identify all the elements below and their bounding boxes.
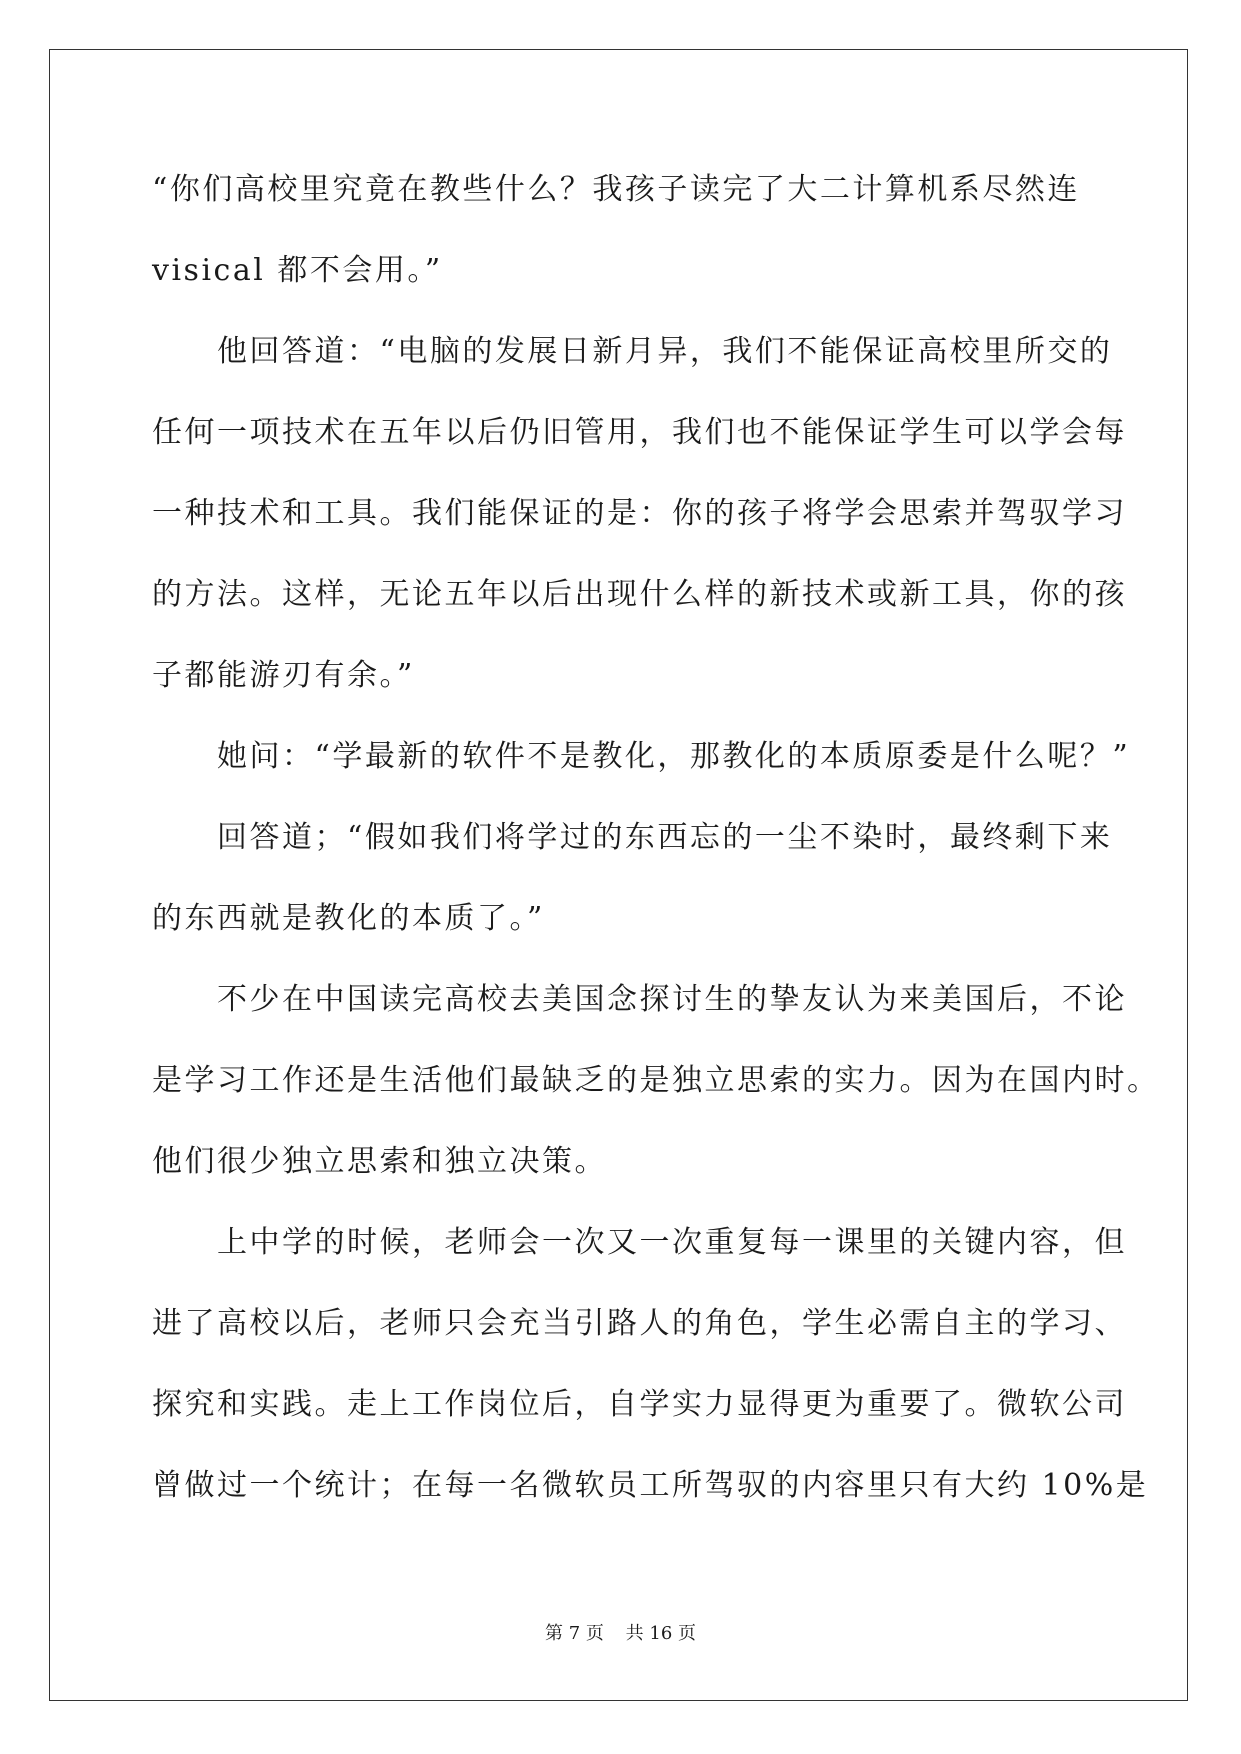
page-total: 共 16 页	[625, 1623, 696, 1644]
text-line: 任何一项技术在五年以后仍旧管用，我们也不能保证学生可以学会每	[152, 415, 1127, 450]
text-line: 一种技术和工具。我们能保证的是：你的孩子将学会思索并驾驭学习	[152, 496, 1127, 531]
text-line: 他们很少独立思索和独立决策。	[152, 1144, 607, 1179]
text-line: 的方法。这样，无论五年以后出现什么样的新技术或新工具，你的孩	[152, 577, 1127, 612]
text-line: “你们高校里究竟在教些什么？我孩子读完了大二计算机系尽然连	[152, 172, 1080, 207]
text-line: visical 都不会用。”	[152, 253, 443, 288]
page-footer	[0, 1619, 1241, 1645]
text-line: 曾做过一个统计；在每一名微软员工所驾驭的内容里只有大约 10%是	[152, 1468, 1149, 1503]
text-line: 探究和实践。走上工作岗位后，自学实力显得更为重要了。微软公司	[152, 1387, 1127, 1422]
text-line: 回答道；“假如我们将学过的东西忘的一尘不染时，最终剩下来	[152, 820, 1113, 855]
text-line: 子都能游刃有余。”	[152, 658, 415, 693]
text-line: 进了高校以后，老师只会充当引路人的角色，学生必需自主的学习、	[152, 1306, 1127, 1341]
text-line: 上中学的时候，老师会一次又一次重复每一课里的关键内容，但	[152, 1225, 1127, 1260]
text-line: 她问：“学最新的软件不是教化，那教化的本质原委是什么呢？”	[152, 739, 1131, 774]
text-line: 他回答道：“电脑的发展日新月异，我们不能保证高校里所交的	[152, 334, 1113, 369]
document-body	[152, 160, 1160, 1537]
text-line: 不少在中国读完高校去美国念探讨生的挚友认为来美国后，不论	[152, 982, 1127, 1017]
page-number: 第 7 页	[545, 1623, 604, 1644]
text-line: 的东西就是教化的本质了。”	[152, 901, 545, 936]
text-line: 是学习工作还是生活他们最缺乏的是独立思索的实力。因为在国内时。	[152, 1063, 1160, 1098]
